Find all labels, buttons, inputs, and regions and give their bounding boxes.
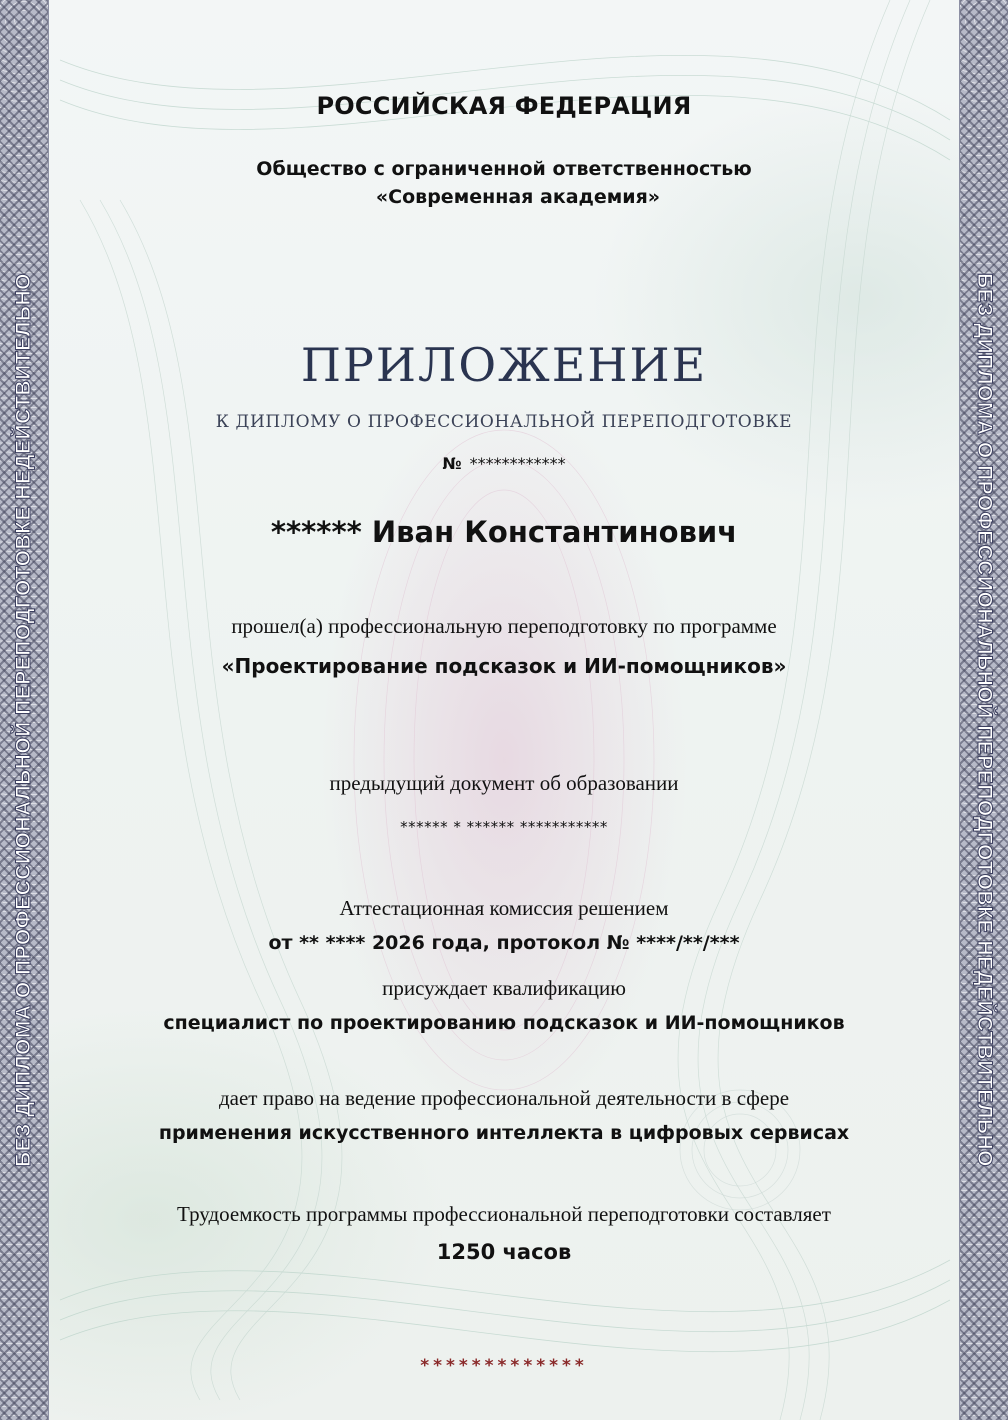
number-value: ************ <box>469 454 566 473</box>
commission-text: Аттестационная комиссия решением <box>339 896 669 920</box>
organization-line-1: Общество с ограниченной ответственностью <box>256 158 752 180</box>
labor-hours: 1250 часов <box>436 1240 572 1264</box>
awards-text: присуждает квалификацию <box>382 976 626 1000</box>
recipient-name: ****** Иван Константинович <box>270 515 738 549</box>
organization-line-2: «Современная академия» <box>375 186 661 208</box>
activity-sphere: применения искусственного интеллекта в цифровых сервисах <box>158 1122 850 1144</box>
left-security-band <box>0 0 49 1420</box>
country-heading: РОССИЙСКАЯ ФЕДЕРАЦИЯ <box>316 92 692 120</box>
document-number <box>48 454 960 473</box>
program-name: «Проектирование подсказок и ИИ-помощников» <box>221 654 787 678</box>
right-security-band <box>959 0 1008 1420</box>
rights-text: дает право на ведение профессиональной деятельности в сфере <box>218 1086 790 1110</box>
number-label: № <box>442 454 462 473</box>
qualification: специалист по проектированию подсказок и ИИ-помощников <box>163 1012 845 1034</box>
commission-decision: от ** **** 2026 года, протокол № ****/**/*** <box>268 932 740 954</box>
completed-text: прошел(а) профессиональную переподготовку по программе <box>231 614 777 638</box>
right-band-text: БЕЗ ДИПЛОМА О ПРОФЕССИОНАЛЬНОЙ ПЕРЕПОДГОТОВКЕ НЕДЕЙСТВИТЕЛЬНО <box>973 273 996 1167</box>
document-content <box>48 0 960 1420</box>
previous-education-label: предыдущий документ об образовании <box>329 771 679 795</box>
labor-intensity-text: Трудоемкость программы профессиональной переподготовки составляет <box>177 1202 831 1226</box>
left-band-text: БЕЗ ДИПЛОМА О ПРОФЕССИОНАЛЬНОЙ ПЕРЕПОДГОТОВКЕ НЕДЕЙСТВИТЕЛЬНО <box>12 273 35 1167</box>
appendix-subtitle: К ДИПЛОМУ О ПРОФЕССИОНАЛЬНОЙ ПЕРЕПОДГОТОВКЕ <box>215 412 793 432</box>
appendix-title: ПРИЛОЖЕНИЕ <box>300 338 708 392</box>
previous-education-value: ****** * ****** *********** <box>400 818 608 836</box>
serial-number: ************* <box>420 1356 588 1376</box>
